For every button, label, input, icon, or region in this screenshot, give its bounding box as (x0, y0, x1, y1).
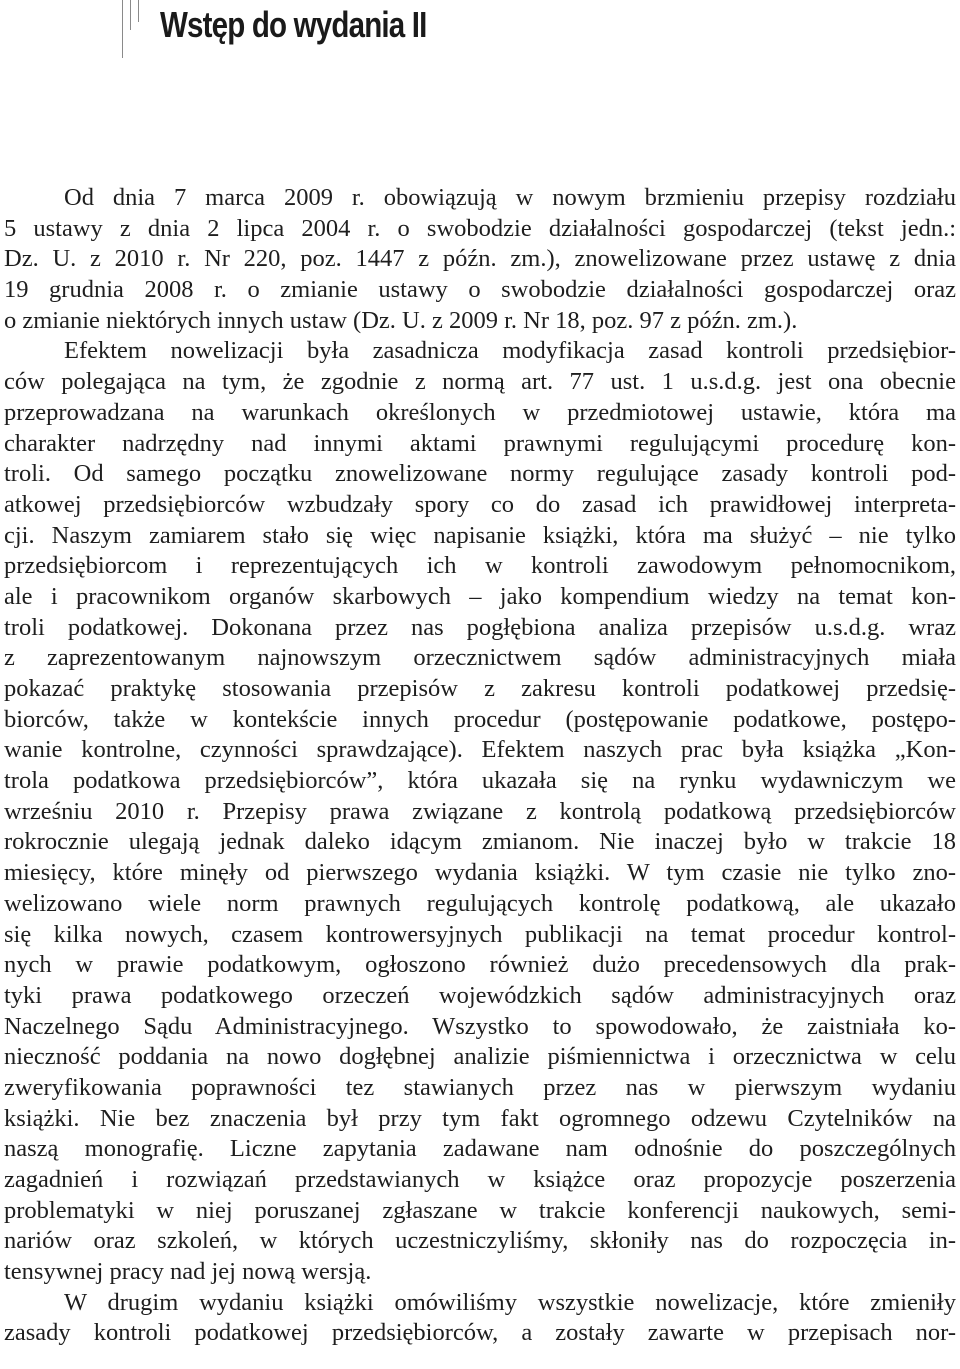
text-line: przedsiębiorcom i reprezentujących ich w kontroli zawodowym pełnomocnikom, (4, 552, 956, 580)
text-line: ale i pracownikom organów skarbowych – jako kompendium wiedzy na temat kon- (4, 582, 956, 610)
text-line: Dz. U. z 2010 r. Nr 220, poz. 1447 z późn. zm.), znowelizowane przez ustawę z dnia (4, 245, 956, 273)
text-line: Naczelnego Sądu Administracyjnego. Wszystko to spowodowało, że zaistniała ko- (4, 1012, 956, 1040)
text-line: troli podatkowej. Dokonana przez nas pogłębiona analiza przepisów u.s.d.g. wraz (4, 613, 956, 641)
decorative-rule (122, 0, 123, 58)
text-line: cji. Naszym zamiarem stało się więc napisanie książki, która ma służyć – nie tylko (4, 521, 956, 549)
text-line: z zaprezentowanym najnowszym orzecznictwem sądów administracyjnych miała (4, 644, 956, 672)
decorative-rule (130, 0, 131, 30)
decorative-rule (138, 0, 139, 22)
text-line: o zmianie niektórych innych ustaw (Dz. U. z 2009 r. Nr 18, poz. 97 z późn. zm.). (4, 306, 798, 334)
chapter-header (0, 0, 960, 60)
text-line: pokazać praktykę stosowania przepisów z zakresu kontroli podatkowej przedsię- (4, 675, 956, 702)
text-line: ców polegająca na tym, że zgodnie z normą art. 77 ust. 1 u.s.d.g. jest ona obecnie (4, 368, 956, 396)
text-line: zasady kontroli podatkowej przedsiębiorców, a zostały zawarte w przepisach nor- (4, 1319, 956, 1347)
text-line: nariów oraz szkoleń, w których uczestniczyliśmy, skłoniły nas do rozpoczęcia in- (4, 1227, 956, 1255)
text-line: nych w prawie podatkowym, ogłoszono również dużo precedensowych dla prak- (4, 951, 956, 979)
text-line: welizowano wiele norm prawnych regulujących kontrolę podatkową, ale ukazało (4, 889, 956, 917)
text-line: 5 ustawy z dnia 2 lipca 2004 r. o swobodzie działalności gospodarczej (tekst jedn.: (4, 214, 956, 242)
text-line: tyki prawa podatkowego orzeczeń wojewódzkich sądów administracyjnych oraz (4, 981, 956, 1009)
text-line: nieczność poddania na nowo dogłębnej analizie piśmiennictwa i orzecznictwa w celu (4, 1043, 956, 1071)
chapter-title: Wstęp do wydania II (160, 4, 427, 45)
text-line: atkowej przedsiębiorców wzbudzały spory co do zasad ich prawidłowej interpreta- (4, 490, 956, 518)
text-line: troli. Od samego początku znowelizowane normy regulujące zasady kontroli pod- (4, 460, 956, 488)
text-line: zweryfikowania poprawności tez stawianych przez nas w pierwszym wydaniu (4, 1073, 956, 1101)
text-line: Od dnia 7 marca 2009 r. obowiązują w nowym brzmieniu przepisy rozdziału (64, 184, 956, 211)
text-line: zagadnień i rozwiązań przedstawianych w książce oraz propozycje poszerzenia (4, 1166, 956, 1193)
text-line: charakter nadrzędny nad innymi aktami prawnymi regulującymi procedurę kon- (4, 429, 956, 457)
text-line: przeprowadzana na warunkach określonych w przedmiotowej ustawie, która ma (4, 398, 956, 426)
text-line: rokrocznie ulegają jednak daleko idącym zmianom. Nie inaczej było w trakcie 18 (4, 828, 956, 856)
text-line: wanie kontrolne, czynności sprawdzające). Efektem naszych prac była książka „Kon- (4, 736, 956, 764)
text-line: problematyki w niej poruszanej zgłaszane w trakcie konferencji naukowych, semi- (4, 1196, 956, 1224)
text-line: biorców, także w kontekście innych procedur (postępowanie podatkowe, postępo- (4, 705, 956, 733)
text-line: miesięcy, które minęły od pierwszego wydania książki. W tym czasie nie tylko zno- (4, 859, 956, 887)
text-line: Efektem nowelizacji była zasadnicza modyfikacja zasad kontroli przedsiębior- (64, 337, 956, 365)
text-line: 19 grudnia 2008 r. o zmianie ustawy o swobodzie działalności gospodarczej oraz (4, 276, 956, 304)
text-line: się kilka nowych, czasem kontrowersyjnych publikacji na temat procedur kontrol- (4, 920, 956, 948)
text-line: tensywnej pracy nad jej nową wersją. (4, 1258, 372, 1286)
text-line: wrześniu 2010 r. Przepisy prawa związane z kontrolą podatkową przedsiębiorców (4, 797, 956, 825)
text-line: W drugim wydaniu książki omówiliśmy wszystkie nowelizacje, które zmieniły (64, 1288, 956, 1316)
text-line: książki. Nie bez znaczenia był przy tym fakt ogromnego odzewu Czytelników na (4, 1104, 956, 1132)
text-line: trola podatkowa przedsiębiorców”, która ukazała się na rynku wydawniczym we (4, 767, 956, 795)
text-line: naszą monografię. Liczne zapytania zadawane nam odnośnie do poszczególnych (4, 1135, 956, 1163)
body-text (4, 183, 956, 1349)
